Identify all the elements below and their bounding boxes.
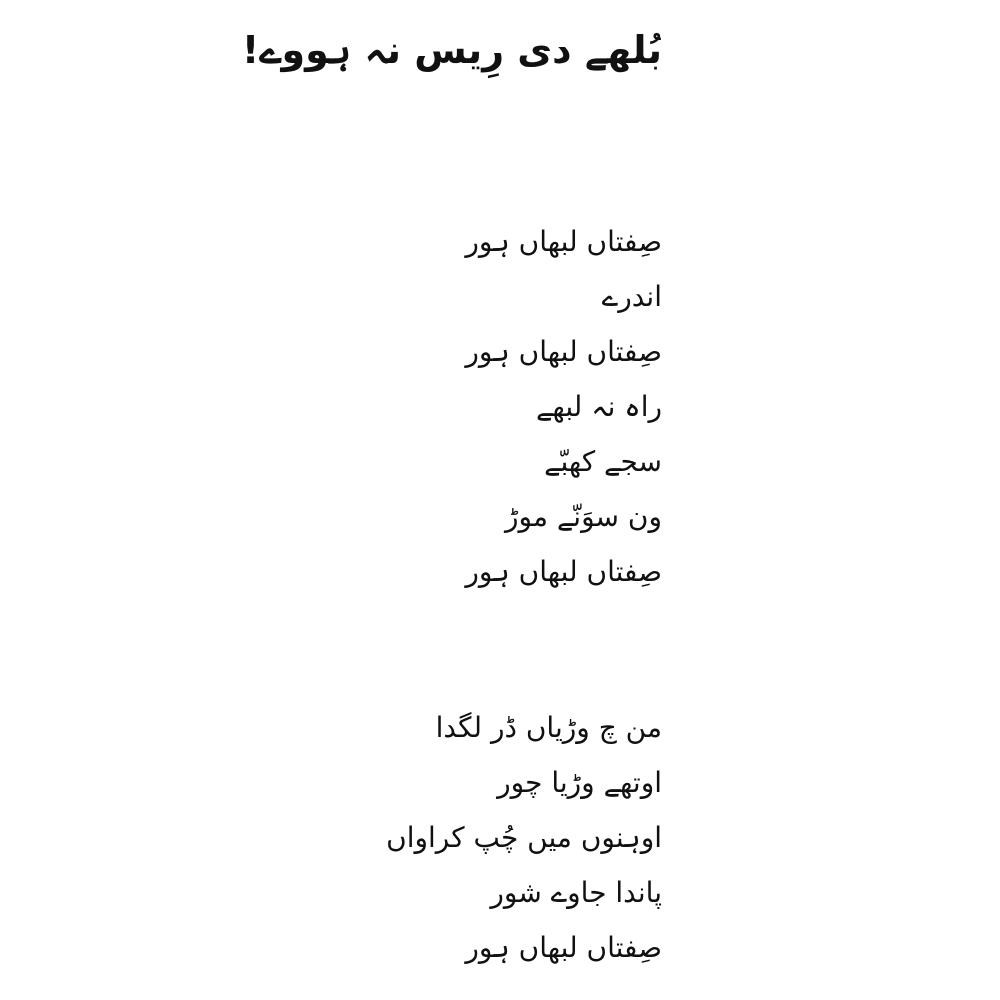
verse-line: سجے کھبّے	[544, 445, 662, 478]
verse-line: صِفتاں لبھاں ہور	[465, 555, 662, 588]
verse-line: پاندا جاوے شور	[490, 876, 662, 909]
verse-line: اندرے	[601, 280, 662, 313]
verse-line: صِفتاں لبھاں ہور	[465, 335, 662, 368]
verse-line: صِفتاں لبھاں ہور	[465, 225, 662, 258]
stanza-one	[465, 214, 662, 599]
poem-title: بُلھے دی رِیس نہ ہووے!	[241, 28, 662, 72]
verse-line: من چ وڑیاں ڈر لگدا	[435, 711, 662, 744]
verse-line: ون سوَنّے موڑ	[505, 500, 662, 533]
verse-line: اوہنوں میں چُپ کراواں	[386, 821, 662, 854]
verse-line: صِفتاں لبھاں ہور	[465, 931, 662, 964]
stanza-two	[386, 700, 662, 975]
verse-line: راہ نہ لبھے	[536, 390, 662, 423]
verse-line: اوتھے وڑیا چور	[497, 766, 662, 799]
